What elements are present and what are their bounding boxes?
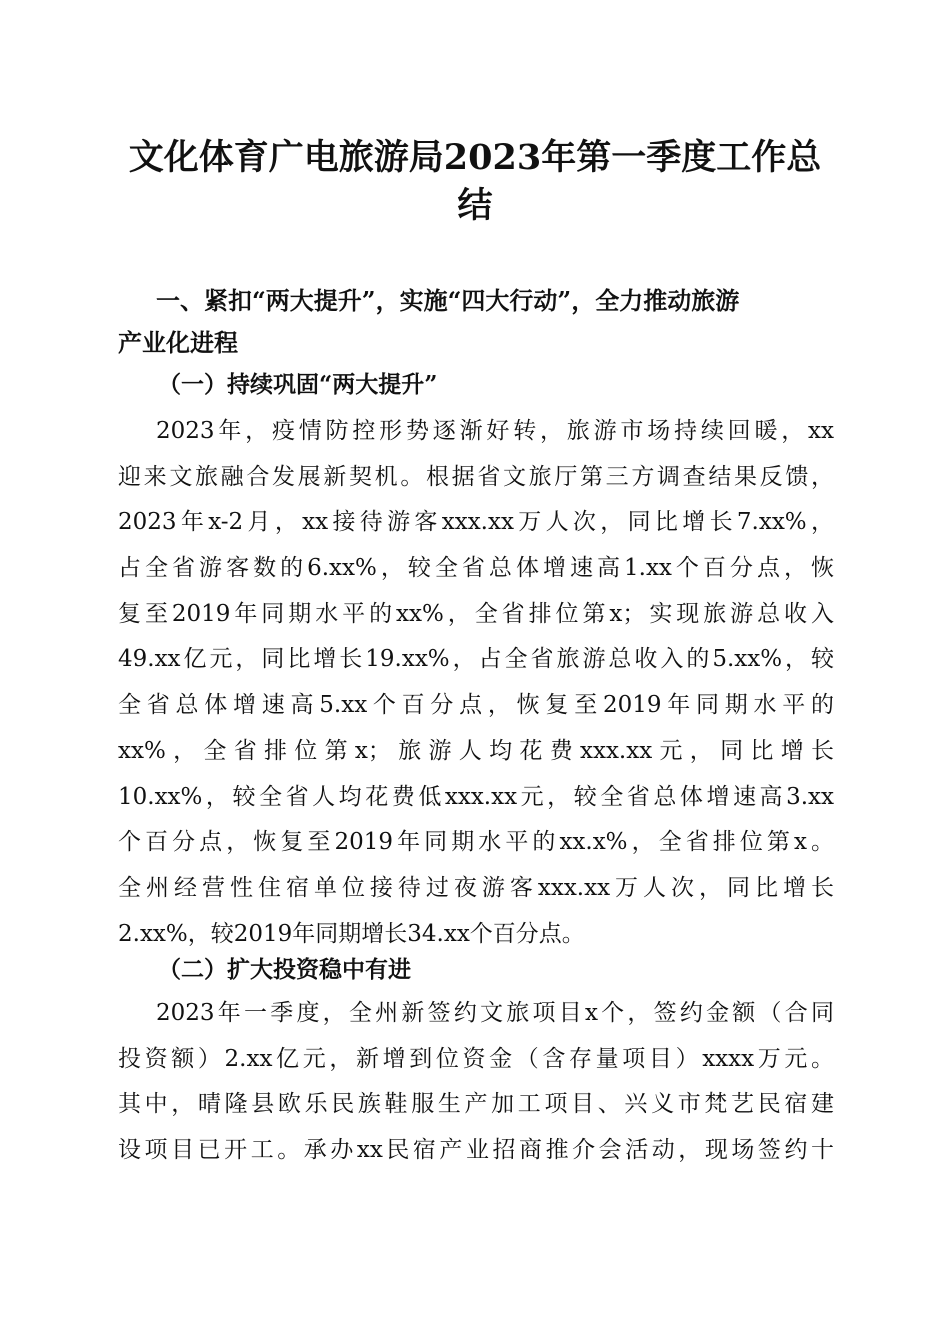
paragraph-line: 占全省游客数的6.xx%，较全省总体增速高1.xx个百分点，恢 <box>118 555 834 582</box>
paragraph-line: 49.xx亿元，同比增长19.xx%，占全省旅游总收入的5.xx%，较 <box>118 646 834 673</box>
paragraph-line: 投资额）2.xx亿元，新增到位资金（含存量项目）xxxx万元。 <box>118 1045 834 1072</box>
paragraph-line: 复至2019年同期水平的xx%，全省排位第x；实现旅游总收入 <box>118 600 834 627</box>
section-heading-line: 一、紧扣“两大提升”，实施“四大行动”，全力推动旅游 <box>156 286 740 315</box>
document-title <box>110 134 840 230</box>
paragraph-line: 2023年一季度，全州新签约文旅项目x个，签约金额（合同 <box>156 1000 834 1026</box>
section-heading-line: 产业化进程 <box>118 328 238 357</box>
paragraph-2 <box>118 991 834 1174</box>
paragraph-1 <box>118 409 834 957</box>
title-line: 结 <box>457 185 493 226</box>
paragraph-line: 个百分点，恢复至2019年同期水平的xx.x%，全省排位第x。 <box>118 829 834 856</box>
paragraph-line: 设项目已开工。承办xx民宿产业招商推介会活动，现场签约十 <box>118 1137 834 1164</box>
paragraph-line: 10.xx%，较全省人均花费低xxx.xx元，较全省总体增速高3.xx <box>118 783 834 810</box>
title-line: 文化体育广电旅游局2023年第一季度工作总 <box>128 137 822 178</box>
subsection-heading-1: （一）持续巩固“两大提升” <box>158 371 438 398</box>
paragraph-line: xx%，全省排位第x；旅游人均花费xxx.xx元，同比增长 <box>118 737 834 764</box>
subsection-heading-2: （二）扩大投资稳中有进 <box>158 956 411 983</box>
paragraph-line: 2023年x-2月，xx接待游客xxx.xx万人次，同比增长7.xx%， <box>118 509 834 536</box>
paragraph-line: 其中，晴隆县欧乐民族鞋服生产加工项目、兴义市梵艺民宿建 <box>118 1091 834 1118</box>
paragraph-line: 全州经营性住宿单位接待过夜游客xxx.xx万人次，同比增长 <box>118 874 834 901</box>
paragraph-line: 迎来文旅融合发展新契机。根据省文旅厅第三方调查结果反馈， <box>118 463 834 490</box>
section-heading <box>118 280 838 364</box>
paragraph-line: 全省总体增速高5.xx个百分点，恢复至2019年同期水平的 <box>118 692 834 719</box>
paragraph-line: 2.xx%，较2019年同期增长34.xx个百分点。 <box>118 920 585 947</box>
paragraph-line: 2023年，疫情防控形势逐渐好转，旅游市场持续回暖，xx <box>156 418 834 444</box>
